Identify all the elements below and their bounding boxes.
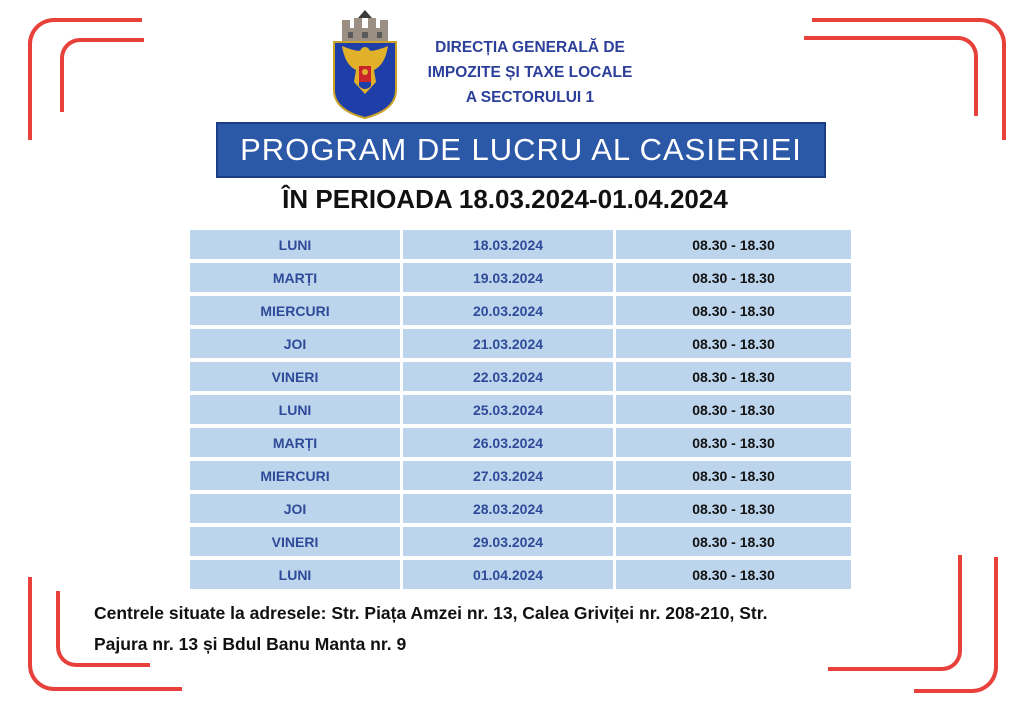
- table-row: [190, 329, 851, 362]
- institution-line-1: DIRECȚIA GENERALĂ DE: [435, 39, 625, 56]
- date-cell: 19.03.2024: [403, 263, 616, 296]
- day-cell: JOI: [190, 494, 403, 527]
- schedule-table: [190, 230, 851, 593]
- hours-cell: 08.30 - 18.30: [616, 560, 851, 593]
- table-row: [190, 560, 851, 593]
- table-row: [190, 395, 851, 428]
- hours-cell: 08.30 - 18.30: [616, 230, 851, 263]
- date-cell: 20.03.2024: [403, 296, 616, 329]
- period-title: ÎN PERIOADA 18.03.2024-01.04.2024: [282, 184, 728, 214]
- hours-cell: 08.30 - 18.30: [616, 329, 851, 362]
- institution-line-3: A SECTORULUI 1: [465, 89, 595, 106]
- day-cell: MIERCURI: [190, 296, 403, 329]
- table-row: [190, 428, 851, 461]
- table-row: [190, 362, 851, 395]
- day-cell: JOI: [190, 329, 403, 362]
- day-cell: MIERCURI: [190, 461, 403, 494]
- table-row: [190, 527, 851, 560]
- date-cell: 25.03.2024: [403, 395, 616, 428]
- hours-cell: 08.30 - 18.30: [616, 395, 851, 428]
- date-cell: 01.04.2024: [403, 560, 616, 593]
- day-cell: MARȚI: [190, 263, 403, 296]
- date-cell: 22.03.2024: [403, 362, 616, 395]
- hours-cell: 08.30 - 18.30: [616, 428, 851, 461]
- corner-frame-top-left-inner: [60, 38, 144, 112]
- day-cell: MARȚI: [190, 428, 403, 461]
- day-cell: LUNI: [190, 395, 403, 428]
- table-row: [190, 296, 851, 329]
- table-row: [190, 461, 851, 494]
- hours-cell: 08.30 - 18.30: [616, 263, 851, 296]
- banner-title: PROGRAM DE LUCRU AL CASIERIEI: [216, 122, 826, 178]
- date-cell: 27.03.2024: [403, 461, 616, 494]
- addresses-line-1: Centrele situate la adresele: Str. Piața Amzei nr. 13, Calea Griviței nr. 208-210, Str.: [94, 603, 768, 623]
- institution-name: [410, 35, 650, 110]
- date-cell: 18.03.2024: [403, 230, 616, 263]
- day-cell: VINERI: [190, 362, 403, 395]
- table-row: [190, 494, 851, 527]
- day-cell: VINERI: [190, 527, 403, 560]
- date-cell: 29.03.2024: [403, 527, 616, 560]
- day-cell: LUNI: [190, 560, 403, 593]
- date-cell: 26.03.2024: [403, 428, 616, 461]
- institution-line-2: IMPOZITE ȘI TAXE LOCALE: [427, 64, 633, 81]
- corner-frame-top-right-inner: [804, 36, 978, 116]
- hours-cell: 08.30 - 18.30: [616, 461, 851, 494]
- date-cell: 28.03.2024: [403, 494, 616, 527]
- hours-cell: 08.30 - 18.30: [616, 494, 851, 527]
- table-row: [190, 263, 851, 296]
- day-cell: LUNI: [190, 230, 403, 263]
- addresses-line-2: Pajura nr. 13 și Bdul Banu Manta nr. 9: [94, 634, 407, 654]
- table-row: [190, 230, 851, 263]
- hours-cell: 08.30 - 18.30: [616, 362, 851, 395]
- date-cell: 21.03.2024: [403, 329, 616, 362]
- hours-cell: 08.30 - 18.30: [616, 527, 851, 560]
- addresses-note: [94, 598, 924, 660]
- hours-cell: 08.30 - 18.30: [616, 296, 851, 329]
- coat-of-arms-icon: [328, 10, 402, 120]
